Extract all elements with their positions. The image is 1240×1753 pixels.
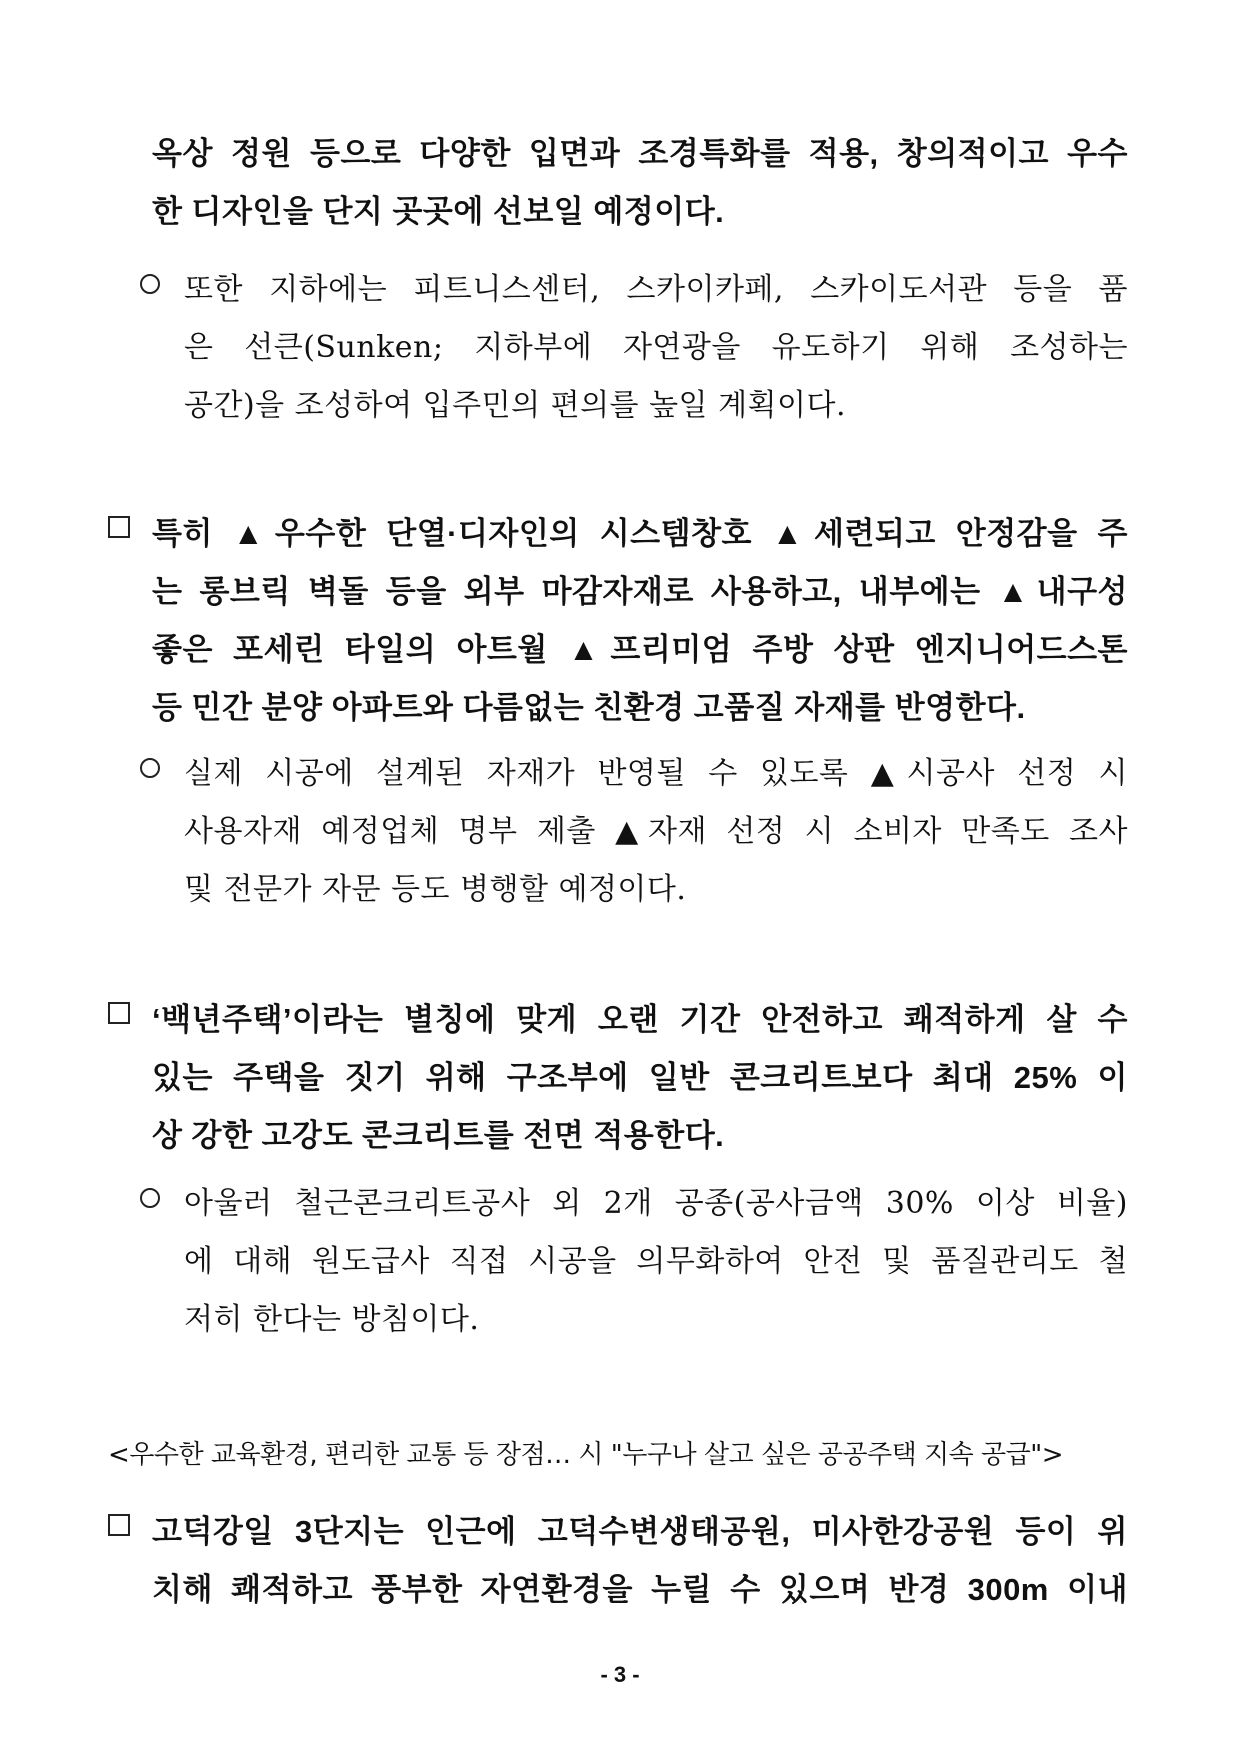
bullet-line: 사용자재 예정업체 명부 제출 ▲자재 선정 시 소비자 만족도 조사 (184, 814, 1128, 849)
bullet-line: 은 선큰(Sunken; 지하부에 자연광을 유도하기 위해 조성하는 (184, 330, 1128, 365)
square-bullet-icon (108, 1514, 130, 1536)
square-bullet-icon (108, 1002, 130, 1024)
paragraph-line: 한 디자인을 단지 곳곳에 선보일 예정이다. (152, 194, 725, 229)
circle-bullet-icon (140, 1188, 160, 1208)
paragraph-line: 있는 주택을 짓기 위해 구조부에 일반 콘크리트보다 최대 25% 이 (152, 1060, 1128, 1095)
page-number: - 3 - (600, 1662, 640, 1687)
square-bullet-icon (108, 516, 130, 538)
paragraph-line: 치해 쾌적하고 풍부한 자연환경을 누릴 수 있으며 반경 300m 이내 (152, 1572, 1128, 1607)
bullet-line: 또한 지하에는 피트니스센터, 스카이카페, 스카이도서관 등을 품 (184, 272, 1128, 307)
paragraph-line: 는 롱브릭 벽돌 등을 외부 마감자재로 사용하고, 내부에는 ▲내구성 (152, 574, 1128, 609)
bullet-line: 에 대해 원도급사 직접 시공을 의무화하여 안전 및 품질관리도 철 (184, 1244, 1128, 1279)
bullet-line: 실제 시공에 설계된 자재가 반영될 수 있도록 ▲시공사 선정 시 (184, 756, 1128, 791)
paragraph-line: 특히 ▲우수한 단열·디자인의 시스템창호 ▲세련되고 안정감을 주 (152, 516, 1128, 551)
circle-bullet-icon (140, 758, 160, 778)
paragraph-line: ‘백년주택’이라는 별칭에 맞게 오랜 기간 안전하고 쾌적하게 살 수 (152, 1002, 1128, 1037)
bullet-line: 저히 한다는 방침이다. (184, 1302, 480, 1337)
section-heading: <우수한 교육환경, 편리한 교통 등 장점… 시 "누구나 살고 싶은 공공주택 지속 공급"> (108, 1440, 1064, 1470)
bullet-line: 아울러 철근콘크리트공사 외 2개 공종(공사금액 30% 이상 비율) (184, 1186, 1128, 1221)
circle-bullet-icon (140, 274, 160, 294)
paragraph-line: 등 민간 분양 아파트와 다름없는 친환경 고품질 자재를 반영한다. (152, 690, 1026, 725)
paragraph-line: 좋은 포세린 타일의 아트월 ▲프리미엄 주방 상판 엔지니어드스톤 (152, 632, 1128, 667)
paragraph-line: 상 강한 고강도 콘크리트를 전면 적용한다. (152, 1118, 725, 1153)
bullet-line: 공간)을 조성하여 입주민의 편의를 높일 계획이다. (184, 388, 847, 423)
paragraph-line: 옥상 정원 등으로 다양한 입면과 조경특화를 적용, 창의적이고 우수 (152, 136, 1128, 171)
paragraph-line: 고덕강일 3단지는 인근에 고덕수변생태공원, 미사한강공원 등이 위 (152, 1514, 1128, 1549)
bullet-line: 및 전문가 자문 등도 병행할 예정이다. (184, 872, 687, 907)
